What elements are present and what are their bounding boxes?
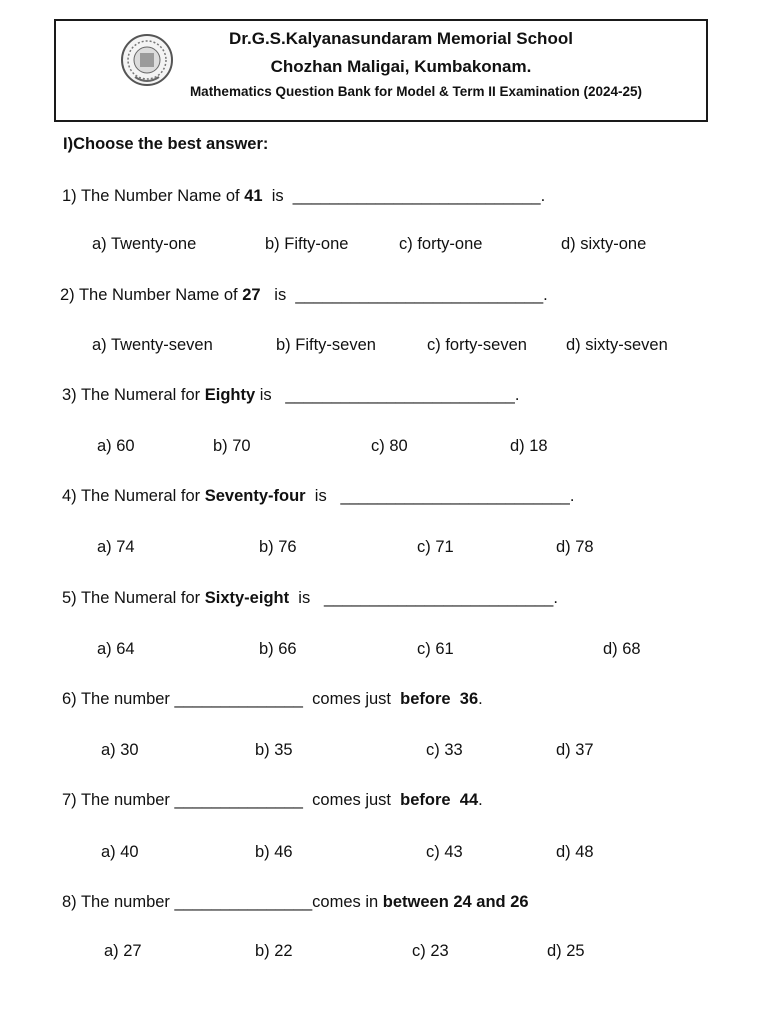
option-2a[interactable]: a) Twenty-seven (92, 336, 213, 354)
option-2c[interactable]: c) forty-seven (427, 336, 527, 354)
option-8c[interactable]: c) 23 (412, 942, 449, 960)
option-5a[interactable]: a) 64 (97, 640, 135, 658)
option-7d[interactable]: d) 48 (556, 843, 594, 861)
question-1: 1) The Number Name of 41 is ___________________________. (62, 187, 546, 205)
question-2: 2) The Number Name of 27 is ___________________________. (60, 286, 548, 304)
option-7c[interactable]: c) 43 (426, 843, 463, 861)
question-7: 7) The number ______________ comes just before 44. (62, 791, 483, 809)
option-3a[interactable]: a) 60 (97, 437, 135, 455)
option-5b[interactable]: b) 66 (259, 640, 297, 658)
option-8d[interactable]: d) 25 (547, 942, 585, 960)
option-6a[interactable]: a) 30 (101, 741, 139, 759)
header-box (54, 19, 708, 122)
option-3c[interactable]: c) 80 (371, 437, 408, 455)
option-3d[interactable]: d) 18 (510, 437, 548, 455)
option-4a[interactable]: a) 74 (97, 538, 135, 556)
option-4c[interactable]: c) 71 (417, 538, 454, 556)
question-3: 3) The Numeral for Eighty is _________________________. (62, 386, 520, 404)
option-4b[interactable]: b) 76 (259, 538, 297, 556)
option-1c[interactable]: c) forty-one (399, 235, 483, 253)
option-2b[interactable]: b) Fifty-seven (276, 336, 376, 354)
option-1a[interactable]: a) Twenty-one (92, 235, 197, 253)
question-6: 6) The number ______________ comes just before 36. (62, 690, 483, 708)
option-2d[interactable]: d) sixty-seven (566, 336, 668, 354)
option-6d[interactable]: d) 37 (556, 741, 594, 759)
option-3b[interactable]: b) 70 (213, 437, 251, 455)
option-8b[interactable]: b) 22 (255, 942, 293, 960)
question-4: 4) The Numeral for Seventy-four is _________________________. (62, 487, 575, 505)
school-location: Chozhan Maligai, Kumbakonam. (270, 57, 532, 76)
option-6c[interactable]: c) 33 (426, 741, 463, 759)
school-name: Dr.G.S.Kalyanasundaram Memorial School (229, 29, 573, 48)
option-1b[interactable]: b) Fifty-one (265, 235, 349, 253)
question-5: 5) The Numeral for Sixty-eight is _________________________. (62, 589, 558, 607)
option-5d[interactable]: d) 68 (603, 640, 641, 658)
question-8: 8) The number _______________comes in between 24 and 26 (62, 893, 529, 911)
exam-subtitle: Mathematics Question Bank for Model & Term II Examination (2024-25) (189, 84, 643, 99)
option-7b[interactable]: b) 46 (255, 843, 293, 861)
option-6b[interactable]: b) 35 (255, 741, 293, 759)
option-8a[interactable]: a) 27 (104, 942, 142, 960)
option-5c[interactable]: c) 61 (417, 640, 454, 658)
section-title: I)Choose the best answer: (63, 135, 269, 153)
option-4d[interactable]: d) 78 (556, 538, 594, 556)
option-7a[interactable]: a) 40 (101, 843, 139, 861)
option-1d[interactable]: d) sixty-one (561, 235, 647, 253)
